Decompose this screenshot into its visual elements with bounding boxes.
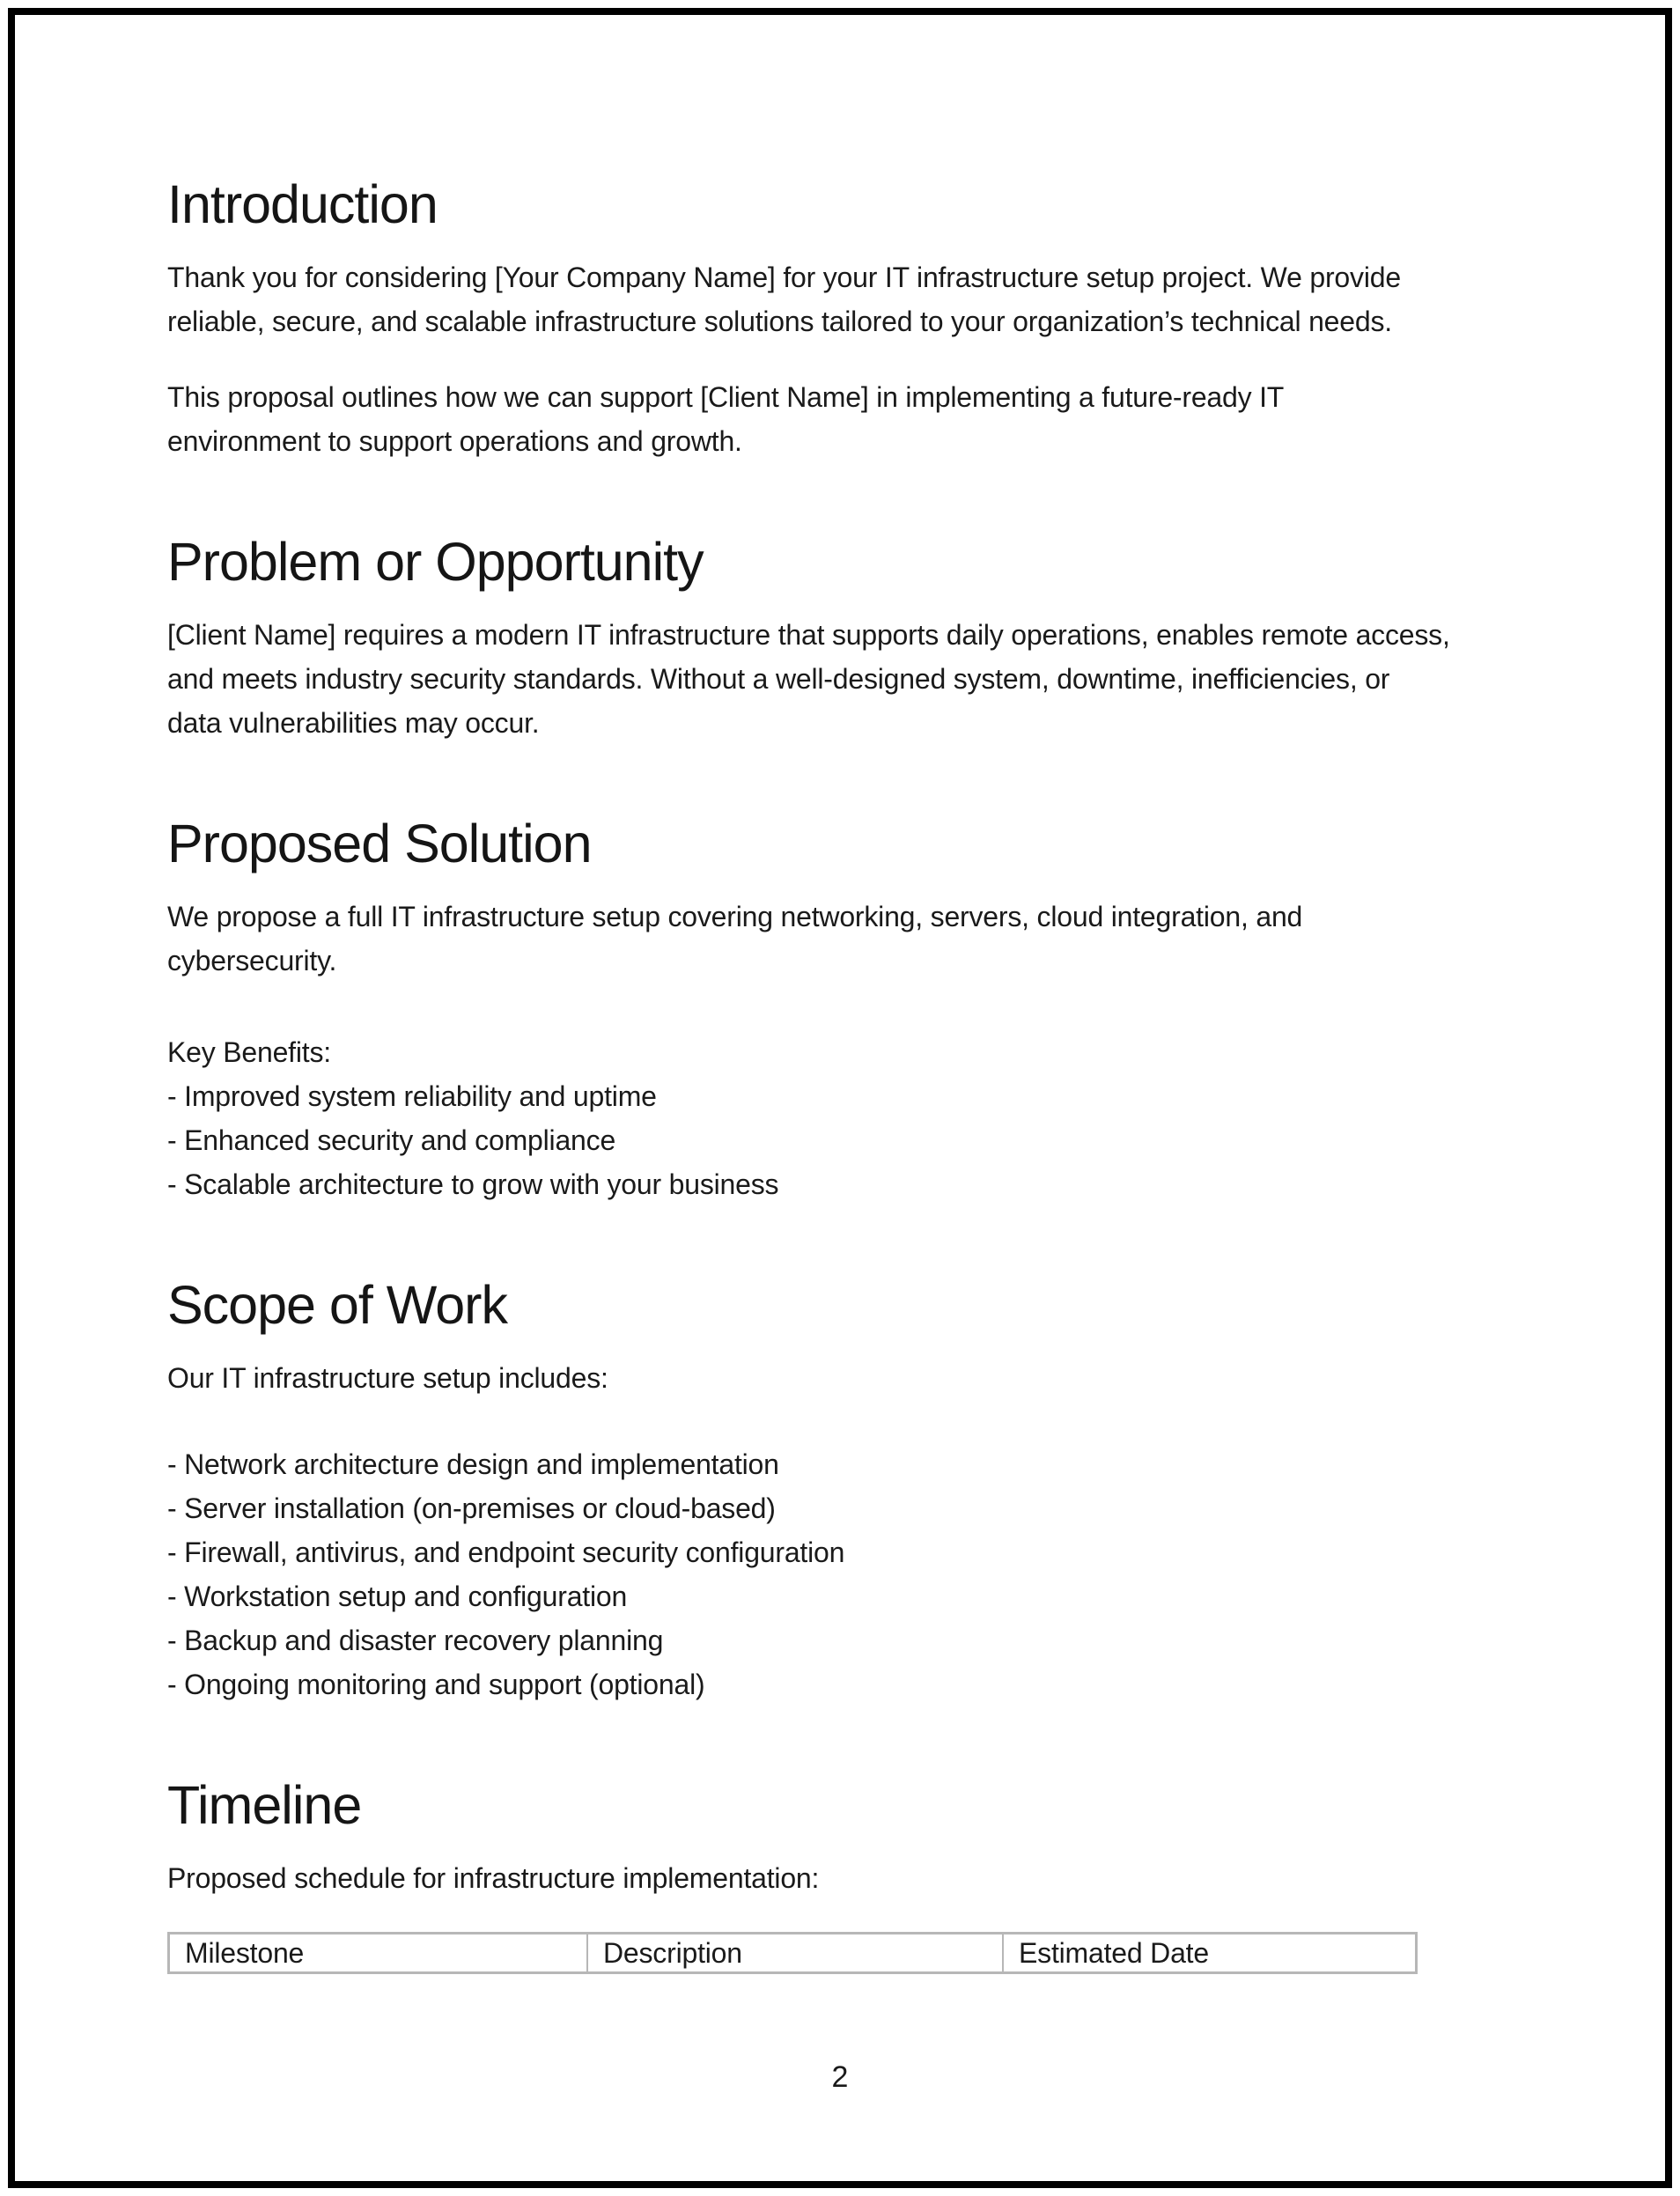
page-content [167,0,1513,2099]
section-introduction [167,171,1513,463]
benefit-item: - Enhanced security and compliance [167,1124,616,1156]
section-problem-or-opportunity [167,528,1513,745]
paragraph-line: We propose a full IT infrastructure setup covering networking, servers, cloud integration, and [167,901,1303,932]
paragraph-line: reliable, secure, and scalable infrastructure solutions tailored to your organization’s technical needs. [167,306,1392,337]
paragraph-line: data vulnerabilities may occur. [167,707,540,739]
paragraph-line: cybersecurity. [167,945,337,976]
key-benefits-label: Key Benefits: [167,1036,331,1068]
benefit-item: - Scalable architecture to grow with your business [167,1168,779,1200]
scope-item: - Workstation setup and configuration [167,1581,628,1612]
scope-item: - Firewall, antivirus, and endpoint security configuration [167,1536,845,1568]
key-benefits-block [167,1030,1513,1206]
scope-list [167,1442,1513,1706]
page-number: 2 [831,2060,849,2094]
paragraph-line: environment to support operations and growth. [167,425,742,457]
table-header-estimated-date: Estimated Date [1019,1937,1209,1969]
section-timeline [167,1772,1513,1974]
scope-item: - Server installation (on-premises or cloud-based) [167,1492,776,1524]
intro-paragraph-1 [167,255,1513,343]
intro-paragraph-2 [167,375,1513,463]
benefit-item: - Improved system reliability and uptime [167,1080,657,1112]
section-proposed-solution [167,810,1513,1206]
heading-introduction: Introduction [167,174,438,234]
section-scope-of-work [167,1271,1513,1706]
solution-paragraph [167,895,1513,983]
scope-intro [167,1356,1513,1400]
scope-item: - Ongoing monitoring and support (optional) [167,1669,705,1700]
timeline-intro [167,1856,1513,1900]
paragraph-line: Proposed schedule for infrastructure implementation: [167,1862,820,1894]
table-header-milestone: Milestone [170,1934,588,1971]
paragraph-line: Thank you for considering [Your Company Name] for your IT infrastructure setup project. We provide [167,262,1401,293]
heading-scope-of-work: Scope of Work [167,1275,507,1335]
heading-problem-or-opportunity: Problem or Opportunity [167,532,704,592]
scope-item: - Backup and disaster recovery planning [167,1625,664,1656]
problem-paragraph [167,613,1513,745]
heading-proposed-solution: Proposed Solution [167,814,592,873]
paragraph-line: This proposal outlines how we can support [Client Name] in implementing a future-ready IT [167,381,1285,413]
paragraph-line: and meets industry security standards. Without a well-designed system, downtime, inefficiencies, or [167,663,1390,695]
table-header-description: Description [588,1934,1004,1971]
scope-item: - Network architecture design and implementation [167,1448,779,1480]
timeline-table [167,1932,1418,1974]
paragraph-line: [Client Name] requires a modern IT infrastructure that supports daily operations, enables remote access, [167,619,1450,651]
heading-timeline: Timeline [167,1775,362,1835]
paragraph-line: Our IT infrastructure setup includes: [167,1362,608,1394]
